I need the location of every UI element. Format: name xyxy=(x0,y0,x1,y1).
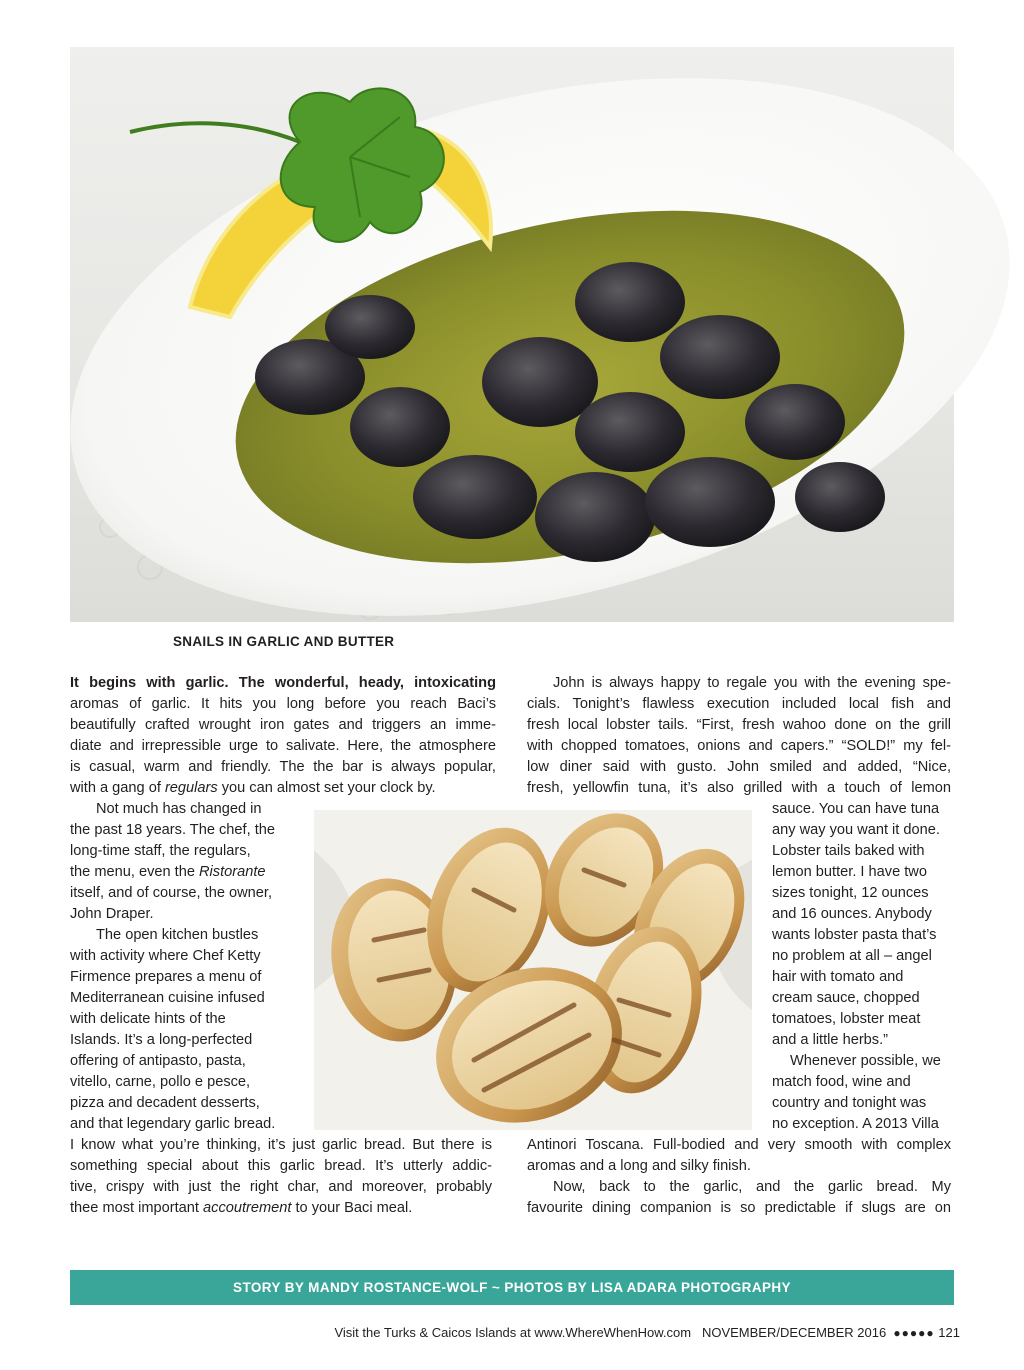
body-line: is casual, warm and friendly. The the bar is always popular, xyxy=(70,759,496,775)
snails-photo xyxy=(70,47,954,649)
photo-caption: SNAILS IN GARLIC AND BUTTER xyxy=(173,634,395,649)
footer-visit-text: Visit the Turks & Caicos Islands at www.WhereWhenHow.com xyxy=(334,1325,692,1340)
body-line: with activity where Chef Ketty xyxy=(70,948,261,964)
body-line: sizes tonight, 12 ounces xyxy=(772,885,929,901)
body-line: John Draper. xyxy=(70,906,154,922)
body-line: vitello, carne, pollo e pesce, xyxy=(70,1074,251,1090)
body-line: the past 18 years. The chef, the xyxy=(70,822,275,838)
body-line: and a little herbs.” xyxy=(772,1032,889,1048)
body-line: any way you want it done. xyxy=(772,822,940,838)
body-line: pizza and decadent desserts, xyxy=(70,1095,260,1111)
body-line: Mediterranean cuisine infused xyxy=(70,990,265,1006)
body-line: fresh local lobster tails. “First, fresh wahoo done on the grill xyxy=(527,717,951,733)
body-line: long-time staff, the regulars, xyxy=(70,843,251,859)
body-line: Not much has changed in xyxy=(96,801,262,817)
body-line: the menu, even the Ristorante xyxy=(70,864,266,880)
garlic-bread-illustration xyxy=(314,810,752,1130)
right-column-top xyxy=(527,673,951,799)
body-line: lemon butter. I have two xyxy=(772,864,927,880)
snails-illustration xyxy=(70,47,954,622)
body-line: cials. Tonight’s flawless execution included local fish and xyxy=(527,696,951,712)
body-line: something special about this garlic bread. It’s utterly addic- xyxy=(70,1158,492,1174)
body-line: sauce. You can have tuna xyxy=(772,801,940,817)
body-line: beautifully crafted wrought iron gates and triggers an imme- xyxy=(70,717,496,733)
body-line: wants lobster pasta that’s xyxy=(772,927,937,943)
body-line: tive, crispy with just the right char, and moreover, probably xyxy=(70,1179,492,1195)
body-line: thee most important accoutrement to your Baci meal. xyxy=(70,1200,413,1216)
left-column-top xyxy=(70,673,496,799)
body-line: The open kitchen bustles xyxy=(96,927,259,943)
right-column-bottom xyxy=(527,1135,951,1219)
body-line: hair with tomato and xyxy=(772,969,904,985)
body-line: itself, and of course, the owner, xyxy=(70,885,272,901)
body-line: with delicate hints of the xyxy=(70,1011,226,1027)
story-credit-bar: STORY BY MANDY ROSTANCE-WOLF ~ PHOTOS BY LISA ADARA PHOTOGRAPHY xyxy=(70,1270,954,1305)
body-line: aromas and a long and silky finish. xyxy=(527,1158,751,1174)
body-line: and that legendary garlic bread. xyxy=(70,1116,276,1132)
right-column-narrow xyxy=(772,799,954,1135)
page-footer xyxy=(334,1325,960,1340)
body-line: Lobster tails baked with xyxy=(772,843,925,859)
body-line: aromas of garlic. It hits you long before you reach Baci’s xyxy=(70,696,496,712)
left-column-bottom xyxy=(70,1135,492,1219)
body-line: Islands. It’s a long-perfected xyxy=(70,1032,253,1048)
body-line: with a gang of regulars you can almost set your clock by. xyxy=(70,780,436,796)
body-line: John is always happy to regale you with the evening spe- xyxy=(553,675,951,691)
body-line: favourite dining companion is so predictable if slugs are on xyxy=(527,1200,951,1216)
body-line: with chopped tomatoes, onions and capers.” “SOLD!” my fel- xyxy=(527,738,951,754)
body-line: low diner said with gusto. John smiled and added, “Nice, xyxy=(527,759,951,775)
body-line: and 16 ounces. Anybody xyxy=(772,906,932,922)
footer-dots: ●●●●● xyxy=(893,1326,935,1340)
body-line: diate and irrepressible urge to salivate. Here, the atmosphere xyxy=(70,738,496,754)
body-line: It begins with garlic. The wonderful, heady, intoxicating xyxy=(70,675,496,691)
body-line: match food, wine and xyxy=(772,1074,911,1090)
body-line: country and tonight was xyxy=(772,1095,927,1111)
left-column-narrow xyxy=(70,799,292,1135)
page-number: 121 xyxy=(938,1325,960,1340)
body-line: tomatoes, lobster meat xyxy=(772,1011,921,1027)
body-line: Now, back to the garlic, and the garlic bread. My xyxy=(553,1179,951,1195)
body-line: cream sauce, chopped xyxy=(772,990,920,1006)
body-line: I know what you’re thinking, it’s just garlic bread. But there is xyxy=(70,1137,492,1153)
footer-issue: NOVEMBER/DECEMBER 2016 xyxy=(701,1325,887,1340)
body-line: fresh, yellowfin tuna, it’s also grilled with a touch of lemon xyxy=(527,780,951,796)
garlic-bread-photo xyxy=(314,810,752,1130)
body-line: Firmence prepares a menu of xyxy=(70,969,262,985)
body-line: offering of antipasto, pasta, xyxy=(70,1053,246,1069)
body-line: no exception. A 2013 Villa xyxy=(772,1116,939,1132)
body-line: no problem at all – angel xyxy=(772,948,932,964)
body-line: Antinori Toscana. Full-bodied and very smooth with complex xyxy=(527,1137,951,1153)
body-line: Whenever possible, we xyxy=(790,1053,941,1069)
